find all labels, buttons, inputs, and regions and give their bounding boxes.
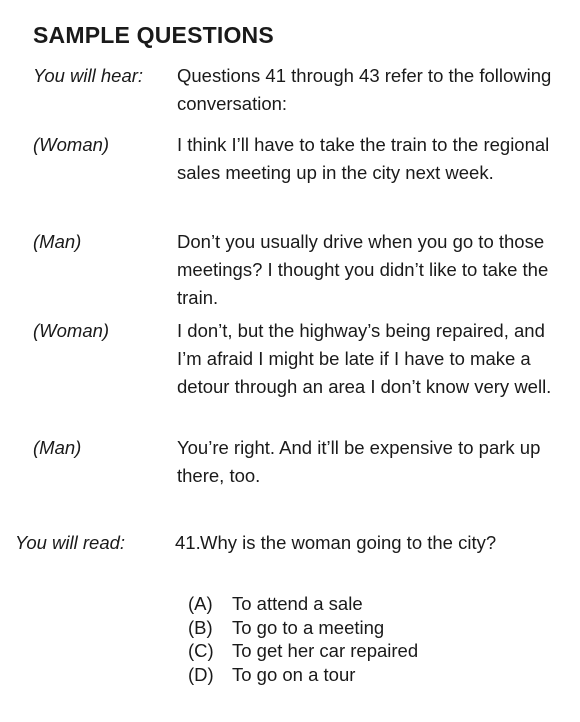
option-text: To go on a tour bbox=[232, 663, 356, 685]
speaker-label: (Woman) bbox=[33, 134, 110, 155]
speaker-label: (Woman) bbox=[33, 320, 110, 341]
option-c bbox=[188, 639, 418, 663]
option-text: To go to a meeting bbox=[232, 616, 385, 638]
option-letter: (B) bbox=[188, 616, 213, 638]
question-number: 41. bbox=[175, 532, 201, 553]
page-title: SAMPLE QUESTIONS bbox=[33, 22, 274, 48]
question-text: Why is the woman going to the city? bbox=[200, 532, 497, 553]
dialogue-line: I think I’ll have to take the train to the regional sales meeting up in the city next week. bbox=[177, 134, 550, 183]
speaker-label: (Man) bbox=[33, 231, 82, 252]
read-label: You will read: bbox=[15, 532, 126, 553]
dialogue-line: Don’t you usually drive when you go to those meetings? I thought you didn’t like to take the train. bbox=[177, 231, 549, 308]
dialogue-line: I don’t, but the highway’s being repaired, and I’m afraid I might be late if I have to make a detour through an area I don’t know very well. bbox=[177, 320, 552, 397]
option-a bbox=[188, 592, 418, 616]
option-text: To get her car repaired bbox=[232, 640, 419, 661]
option-letter: (D) bbox=[188, 663, 214, 685]
question bbox=[175, 529, 555, 557]
speaker-label: (Man) bbox=[33, 437, 82, 458]
dialogue-line: You’re right. And it’ll be expensive to park up there, too. bbox=[177, 437, 541, 486]
option-letter: (C) bbox=[188, 640, 214, 661]
option-d bbox=[188, 663, 418, 687]
answer-options bbox=[188, 592, 418, 686]
hear-label: You will hear: bbox=[33, 65, 144, 86]
option-letter: (A) bbox=[188, 593, 213, 614]
option-text: To attend a sale bbox=[232, 593, 363, 614]
intro-text: Questions 41 through 43 refer to the following conversation: bbox=[177, 65, 552, 114]
option-b bbox=[188, 616, 418, 640]
